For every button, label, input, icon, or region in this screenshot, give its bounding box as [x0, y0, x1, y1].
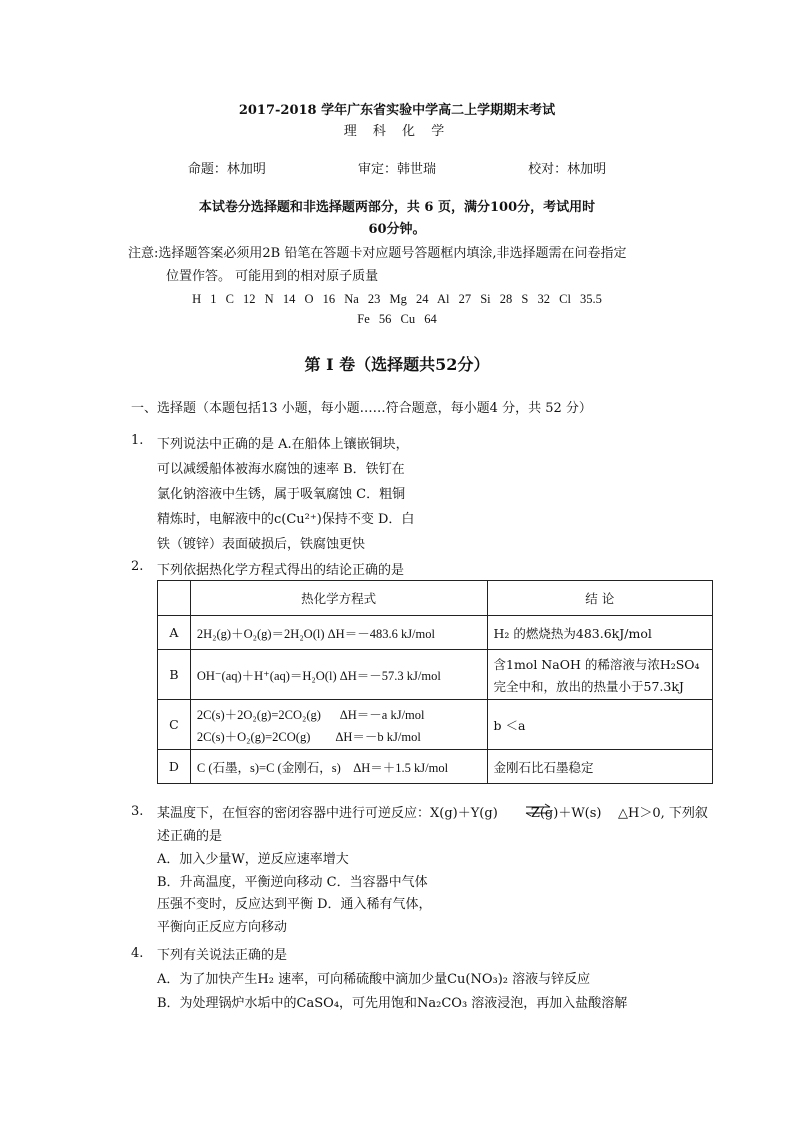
atomic-masses-1: H 1 C 12 N 14 O 16 Na 23 Mg 24 Al 27 Si 28 S 32 Cl 35.5 — [192, 292, 602, 306]
equation-cell: C (石墨，s)=C (金刚石，s) ΔH＝＋1.5 kJ/mol — [190, 750, 487, 784]
equation-line: 2C(s)＋2O₂(g)=2CO₂(g) ΔH＝－a kJ/mol — [196, 707, 425, 722]
q1-line: 铁（镀锌）表面破损后，铁腐蚀更快 — [157, 537, 366, 552]
atomic-masses-2: Fe 56 Cu 64 — [357, 312, 437, 326]
q1-line: 氯化钠溶液中生锈，属于吸氧腐蚀 C．粗铜 — [157, 487, 406, 502]
q3-line: 述正确的是 — [157, 829, 223, 844]
q1-line: 可以减缓船体被海水腐蚀的速率 B．铁钉在 — [157, 462, 405, 477]
conclusion-line: 完全中和，放出的热量小于57.3kJ — [493, 678, 684, 694]
table-row — [158, 650, 713, 700]
q1-number: 1. — [131, 433, 144, 448]
q3-number: 3. — [131, 804, 144, 819]
table-row — [158, 750, 713, 784]
equation-cell: 2H₂(g)＋O₂(g)＝2H₂O(l) ΔH＝－483.6 kJ/mol — [190, 616, 487, 650]
q3-line: 平衡向正反应方向移动 — [157, 920, 288, 935]
q1-line: 精炼时，电解液中的c(Cu²⁺)保持不变 D．白 — [157, 512, 415, 527]
q1-line: 下列说法中正确的是 A.在船体上镶嵌铜块， — [157, 437, 409, 452]
q4-number: 4. — [131, 946, 144, 961]
conclusion-cell: 金刚石比石墨稳定 — [487, 750, 713, 784]
equation-cell — [190, 700, 487, 750]
conclusion-line: 含1mol NaOH 的稀溶液与浓H₂SO₄ — [493, 656, 700, 672]
proofreader: 校对：林加明 — [528, 162, 607, 177]
header-equation: 热化学方程式 — [190, 581, 487, 616]
option-label: C — [158, 700, 191, 750]
equation-line: 2C(s)＋O₂(g)=2CO(g) ΔH＝－b kJ/mol — [196, 729, 421, 744]
notice-line-2: 位置作答。 可能用到的相对原子质量 — [166, 269, 379, 284]
option-label: D — [158, 750, 191, 784]
conclusion-cell — [487, 650, 713, 700]
header-blank — [158, 581, 191, 616]
section-title: 一、选择题（本题包括13 小题，每小题……符合题意，每小题4 分，共 52 分） — [131, 401, 592, 416]
q4-line: 下列有关说法正确的是 — [157, 948, 288, 963]
option-label: A — [158, 616, 191, 650]
table-row — [158, 700, 713, 750]
intro-line-2: 60分钟。 — [368, 222, 426, 237]
table-row — [158, 616, 713, 650]
q3-line: 压强不变时，反应达到平衡 D．通入稀有气体， — [157, 897, 432, 912]
q2-number: 2. — [131, 559, 144, 574]
q3-line: B．升高温度，平衡逆向移动 C．当容器中气体 — [157, 875, 428, 890]
reviewer: 审定：韩世瑞 — [357, 162, 436, 177]
option-label: B — [158, 650, 191, 700]
notice-line-1: 注意:选择题答案必须用2B 铅笔在答题卡对应题号答题框内填涂,非选择题需在问卷指定 — [128, 246, 627, 261]
staff-line — [0, 158, 794, 177]
intro-line-1: 本试卷分选择题和非选择题两部分，共 6 页，满分100分，考试用时 — [198, 200, 596, 215]
equation-cell: OH⁻(aq)＋H⁺(aq)＝H₂O(l) ΔH＝－57.3 kJ/mol — [190, 650, 487, 700]
conclusion-cell: H₂ 的燃烧热为483.6kJ/mol — [487, 616, 713, 650]
setter: 命题：林加明 — [187, 162, 266, 177]
header-conclusion: 结 论 — [487, 581, 713, 616]
q3-line: A．加入少量W，逆反应速率增大 — [157, 852, 349, 867]
q4-line: B．为处理锅炉水垢中的CaSO₄，可先用饱和Na₂CO₃ 溶液浸泡，再加入盐酸溶解 — [157, 996, 628, 1011]
part-title: 第 Ⅰ 卷（选择题共52分） — [304, 355, 490, 374]
exam-subtitle: 理 科 化 学 — [343, 124, 451, 139]
q2-stem: 下列依据热化学方程式得出的结论正确的是 — [157, 563, 405, 578]
table-header-row — [158, 581, 713, 616]
conclusion-cell: b ＜a — [487, 700, 713, 750]
q4-line: A．为了加快产生H₂ 速率，可向稀硫酸中滴加少量Cu(NO₃)₂ 溶液与锌反应 — [157, 972, 591, 987]
exam-title: 2017-2018 学年广东省实验中学高二上学期期末考试 — [238, 103, 556, 118]
q3-line: 某温度下，在恒容的密闭容器中进行可逆反应：X(g)＋Y(g) Z(g)＋W(s) △H＞0, 下列叙 — [157, 806, 708, 821]
reversible-arrow-icon — [524, 803, 552, 817]
thermo-table — [157, 580, 713, 784]
